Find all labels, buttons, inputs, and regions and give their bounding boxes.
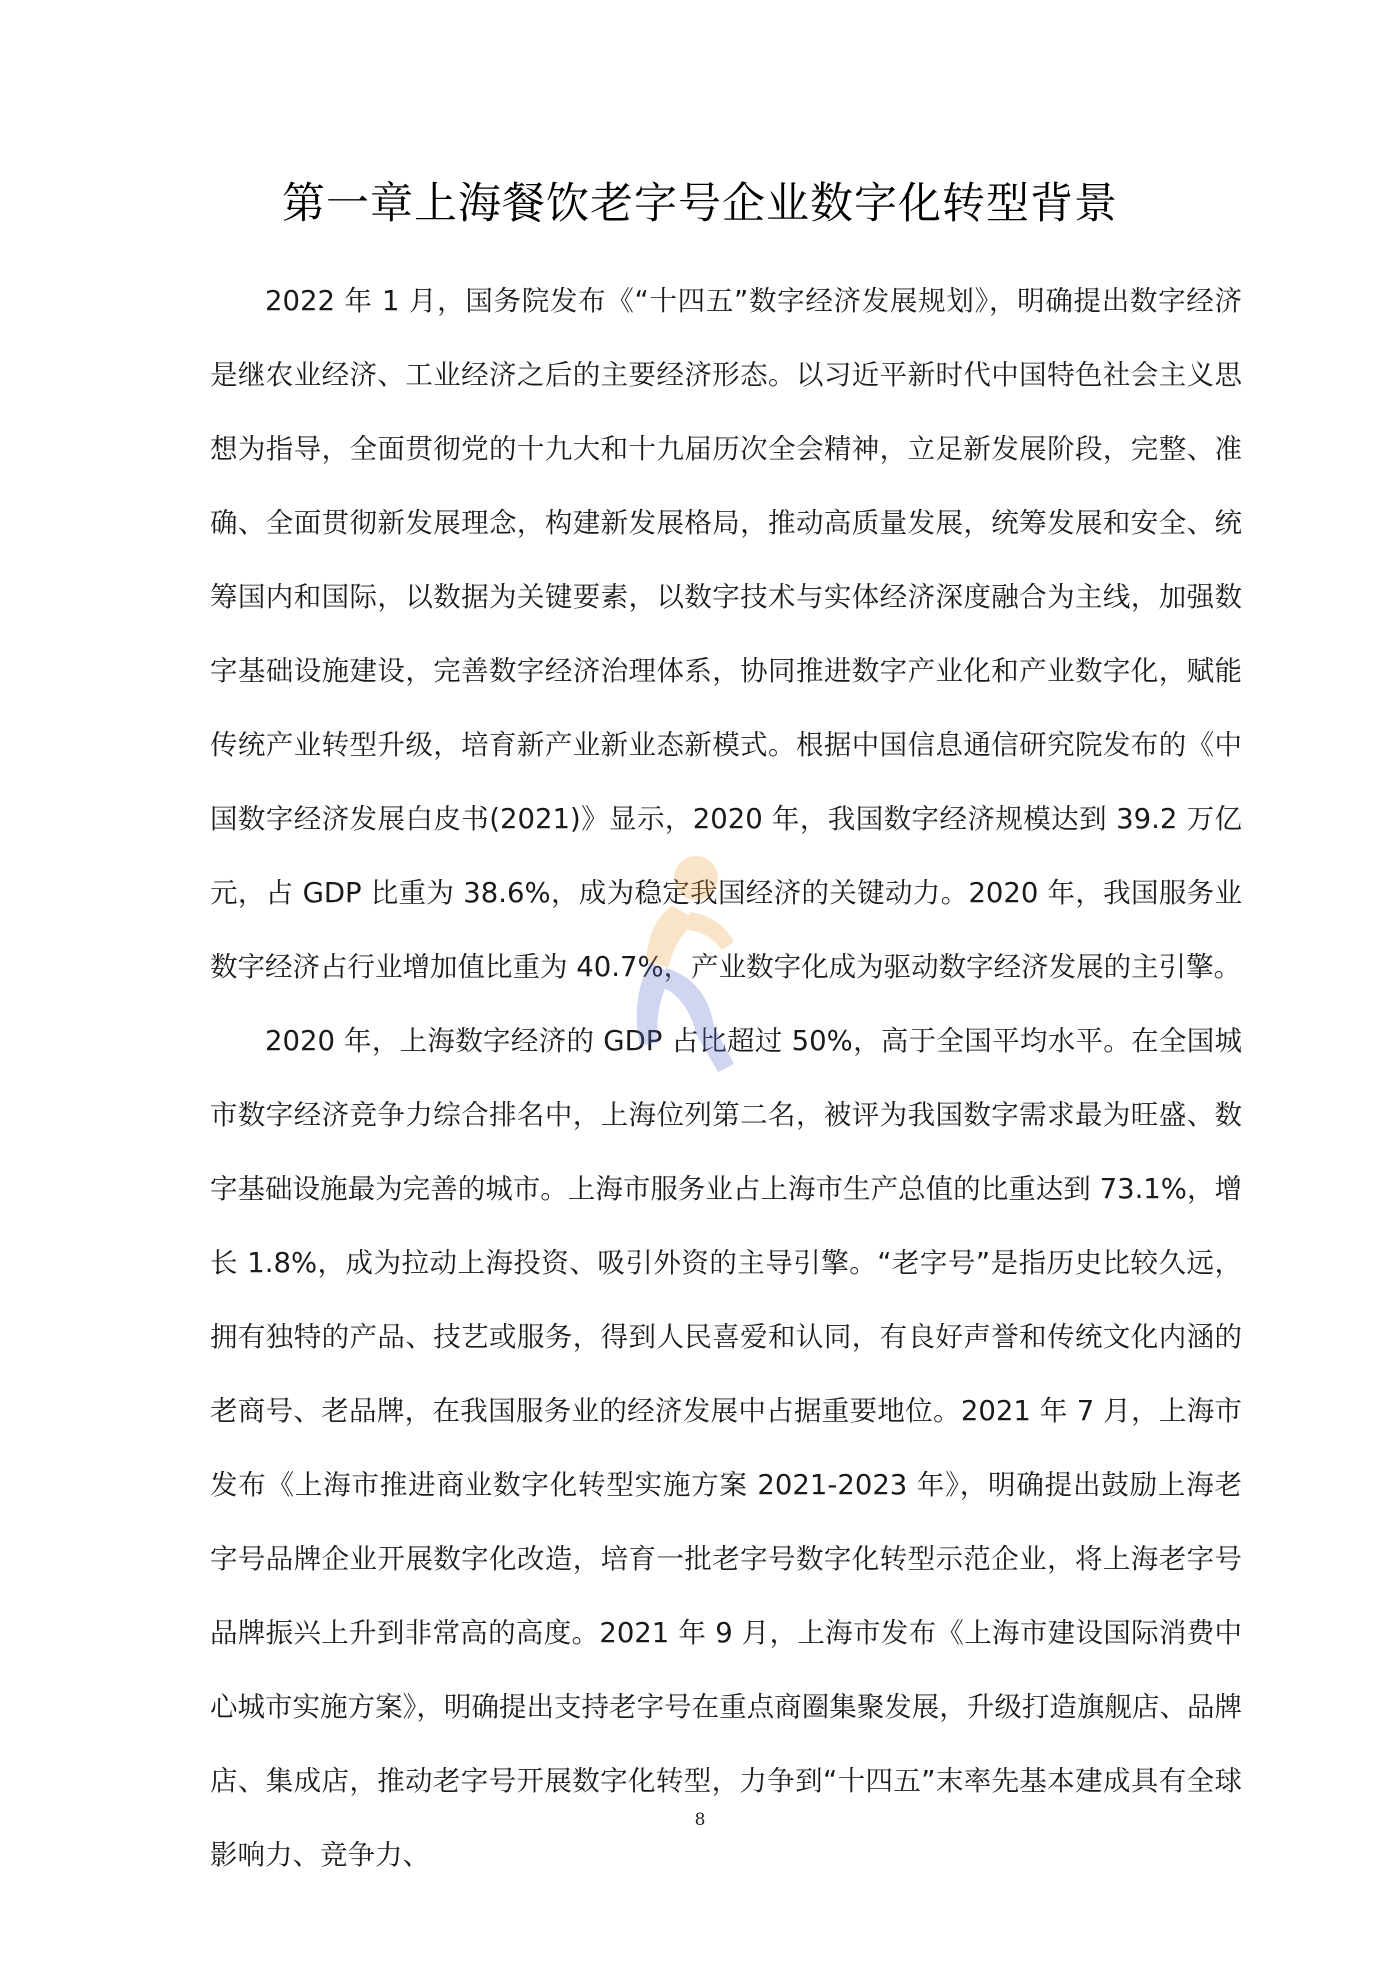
page-number: 8 bbox=[694, 1810, 706, 1830]
paragraph-2: 2020 年，上海数字经济的 GDP 占比超过 50%，高于全国平均水平。在全国城市数字经济竞争力综合排名中，上海位列第二名，被评为我国数字需求最为旺盛、数字基础设施最为完善的城市。上海市服务业占上海市生产总值的比重达到 73.1%，增长 1.8%，成为拉动上海投资、吸引外资的主导引擎。“老字号”是指历史比较久远，拥有独特的产品、技艺或服务，得到人民喜爱和认同，有良好声誉和传统文化内涵的老商号、老品牌，在我国服务业的经济发展中占据重要地位。2021 年 7 月，上海市发布《上海市推进商业数字化转型实施方案 2021-2023 年》，明确提出鼓励上海老字号品牌企业开展数字化改造，培育一批老字号数字化转型示范企业，将上海老字号品牌振兴上升到非常高的高度。2021 年 9 月，上海市发布《上海市建设国际消费中心城市实施方案》，明确提出支持老字号在重点商圈集聚发展，升级打造旗舰店、品牌店、集成店，推动老字号开展数字化转型，力争到“十四五”末率先基本建成具有全球影响力、竞争力、 bbox=[210, 1025, 1242, 1871]
paragraph-1: 2022 年 1 月，国务院发布《“十四五”数字经济发展规划》，明确提出数字经济是继农业经济、工业经济之后的主要经济形态。以习近平新时代中国特色社会主义思想为指导，全面贯彻党的十九大和十九届历次全会精神，立足新发展阶段，完整、准确、全面贯彻新发展理念，构建新发展格局，推动高质量发展，统筹发展和安全、统筹国内和国际，以数据为关键要素，以数字技术与实体经济深度融合为主线，加强数字基础设施建设，完善数字经济治理体系，协同推进数字产业化和产业数字化，赋能传统产业转型升级，培育新产业新业态新模式。根据中国信息通信研究院发布的《中国数字经济发展白皮书(2021)》显示，2020 年，我国数字经济规模达到 39.2 万亿元，占 GDP 比重为 38.6%，成为稳定我国经济的关键动力。2020 年，我国服务业数字经济占行业增加值比重为 40.7%，产业数字化成为驱动数字经济发展的主引擎。 bbox=[210, 285, 1242, 983]
chapter-title: 第一章上海餐饮老字号企业数字化转型背景 bbox=[282, 179, 1118, 229]
body-text bbox=[210, 264, 1242, 1892]
